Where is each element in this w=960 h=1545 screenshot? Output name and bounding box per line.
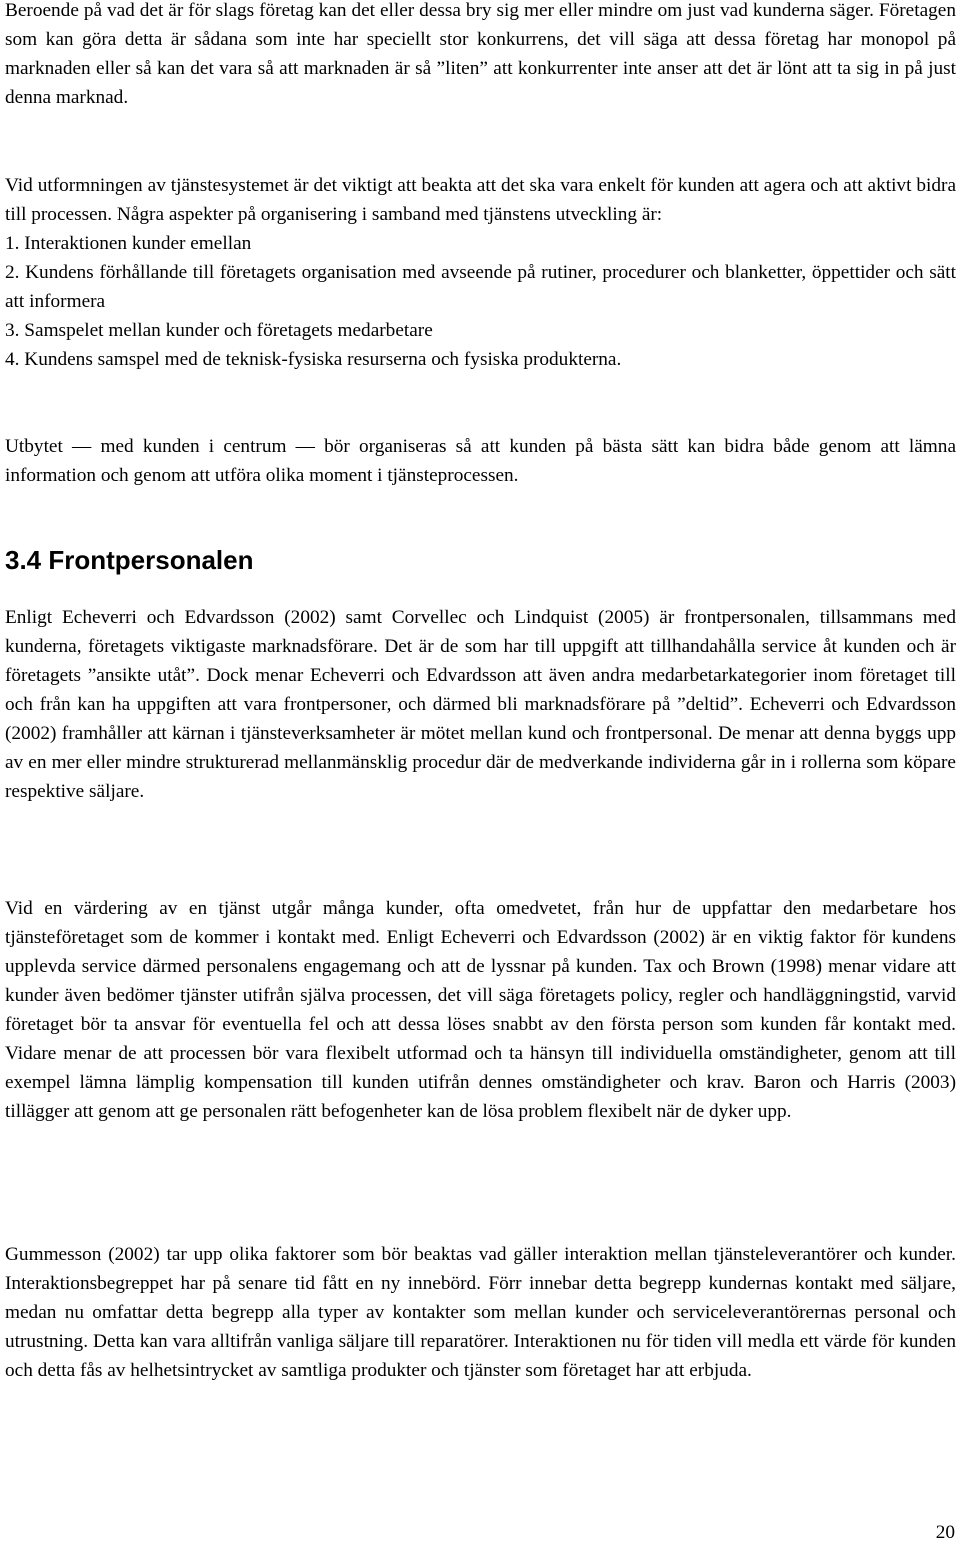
page-number: 20 <box>935 1522 955 1543</box>
section-heading: 3.4 Frontpersonalen <box>5 545 254 575</box>
section-paragraph-2: Vid en värdering av en tjänst utgår många kunder, ofta omedvetet, från hur de uppfattar den medarbetare hos tjänsteföretaget som de kommer i kontakt med. Enligt Echeverri och Edvardsson (2002) är en viktig faktor för kundens upplevda service därmed personalens engagemang och att de lyssnar på kunden. Tax och Brown (1998) menar vidare att kunder även bedömer tjänster utifrån själva processen, det vill säga företagets policy, regler och handläggningstid, varvid företaget bör ta ansvar för eventuella fel och att dessa löses snabbt av den första person som kunden får kontakt med. Vidare menar de att processen bör vara flexibelt utformad och ta hänsyn till individuella omständigheter, genom att till exempel lämna lämplig kompensation till kunden utifrån dennes omständigheter och krav. Baron och Harris (2003) tillägger att genom att ge personalen rätt befogenheter kan de lösa problem flexibelt när de dyker upp. <box>5 898 956 1122</box>
list-item-1: 1. Interaktionen kunder emellan <box>5 233 252 254</box>
list-item-2: 2. Kundens förhållande till företagets organisation med avseende på rutiner, procedurer och blanketter, öppettider och sätt att informera <box>5 262 956 312</box>
exchange-paragraph: Utbytet — med kunden i centrum — bör organiseras så att kunden på bästa sätt kan bidra både genom att lämna information och genom att utföra olika moment i tjänsteprocessen. <box>5 436 956 486</box>
list-item-4: 4. Kundens samspel med de teknisk-fysiska resurserna och fysiska produkterna. <box>5 349 622 370</box>
section-paragraph-3: Gummesson (2002) tar upp olika faktorer som bör beaktas vad gäller interaktion mellan tjänsteleverantörer och kunder. Interaktionsbegreppet har på senare tid fått en ny innebörd. Förr innebar detta begrepp kundernas kontakt med säljare, medan nu omfattar detta begrepp alla typer av kontakter som mellan kunder och serviceleverantörernas personal och utrustning. Detta kan vara alltifrån vanliga säljare till reparatörer. Interaktionen nu för tiden vill medla ett värde för kunden och detta fås av helhetsintrycket av samtliga produkter och tjänster som företaget har att erbjuda. <box>5 1244 956 1381</box>
list-item-3: 3. Samspelet mellan kunder och företagets medarbetare <box>5 320 433 341</box>
design-block <box>5 171 956 374</box>
intro-paragraph: Beroende på vad det är för slags företag kan det eller dessa bry sig mer eller mindre om just vad kunderna säger. Företagen som kan göra detta är sådana som inte har speciellt stor konkurrens, det vill säga att dessa företag har monopol på marknaden eller så kan det vara så att marknaden är så ”liten” att konkurrenter inte anser att det är lönt att ta sig in på just denna marknad. <box>5 0 956 108</box>
section-paragraph-1: Enligt Echeverri och Edvardsson (2002) samt Corvellec och Lindquist (2005) är frontpersonalen, tillsammans med kunderna, företagets viktigaste marknadsförare. Det är de som har till uppgift att tillhandahålla service åt kunden och är företagets ”ansikte utåt”. Dock menar Echeverri och Edvardsson att även andra medarbetarkategorier inom företaget till och från kan ha uppgiften att vara frontpersoner, och därmed bli marknadsförare på ”deltid”. Echeverri och Edvardsson (2002) framhåller att kärnan i tjänsteverksamheter är mötet mellan kund och frontpersonal. De menar att denna byggs upp av en mer eller mindre strukturerad mellanmänsklig procedur där de medverkande individerna går in i rollerna som köpare respektive säljare. <box>5 607 956 802</box>
design-paragraph: Vid utformningen av tjänstesystemet är det viktigt att beakta att det ska vara enkelt för kunden att agera och att aktivt bidra till processen. Några aspekter på organisering i samband med tjänstens utveckling är: <box>5 175 956 225</box>
